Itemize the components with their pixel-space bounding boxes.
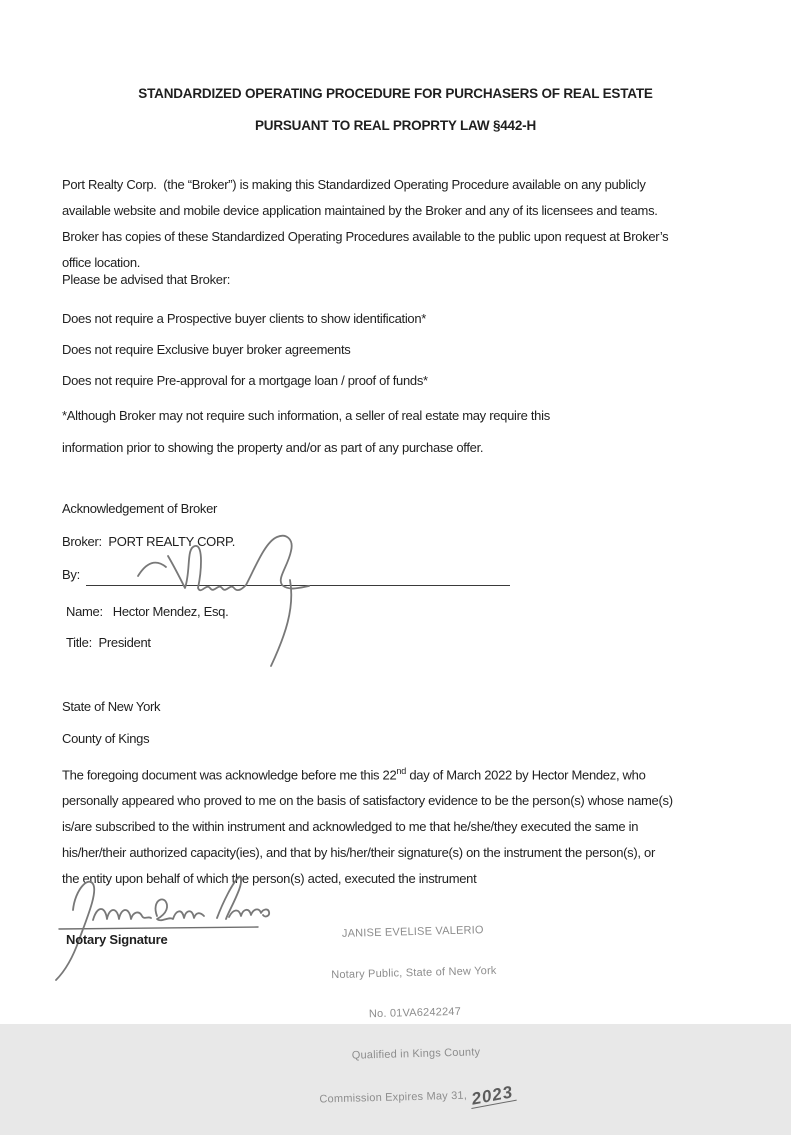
stamp-line: Commission Expires May 31, 2023 — [319, 1082, 515, 1109]
stamp-line: No. 01VA6242247 — [368, 1005, 462, 1021]
notary-body-line: is/are subscribed to the within instrument and acknowledged to me that he/she/they executed the same in — [62, 819, 639, 835]
intro-paragraph — [62, 172, 668, 276]
stamp-line: JANISE EVELISE VALERIO — [341, 924, 484, 940]
intro-line: Port Realty Corp. (the “Broker”) is making this Standardized Operating Procedure available on any publicly — [62, 177, 646, 192]
footnote-line: information prior to showing the property and/or as part of any purchase offer. — [62, 440, 484, 455]
handwritten-year: 2023 — [469, 1082, 515, 1109]
notary-body-line: his/her/their authorized capacity(ies), and that by his/her/their signature(s) on the instrument the person(s), or — [62, 845, 655, 861]
advisory-item: Does not require Pre-approval for a mortgage loan / proof of funds* — [62, 373, 428, 388]
signer-title-line: Title: President — [66, 635, 151, 650]
footnote-line: *Although Broker may not require such information, a seller of real estate may require this — [62, 408, 550, 423]
notary-body-line: the entity upon behalf of which the person(s) acted, executed the instrument — [62, 871, 477, 887]
notary-stamp — [290, 896, 540, 1135]
advisory-intro: Please be advised that Broker: — [62, 272, 231, 287]
intro-line: Broker has copies of these Standardized Operating Procedures available to the public upon request at Broker’s — [62, 229, 669, 244]
broker-name-line: Broker: PORT REALTY CORP. — [62, 534, 236, 549]
broker-signature — [125, 528, 310, 668]
ordinal-superscript: nd — [396, 766, 407, 776]
notary-body-line: personally appeared who proved to me on the basis of satisfactory evidence to be the person(s) whose name(s) — [62, 793, 673, 809]
advisory-items — [62, 303, 428, 396]
stamp-line: Qualified in Kings County — [351, 1045, 481, 1062]
document-title-line-2: PURSUANT TO REAL PROPRTY LAW §442-H — [254, 118, 537, 133]
intro-line: available website and mobile device application maintained by the Broker and any of its licensees and teams. — [62, 203, 658, 218]
notary-signature-label: Notary Signature — [66, 932, 168, 947]
advisory-item: Does not require a Prospective buyer clients to show identification* — [62, 311, 427, 326]
advisory-item: Does not require Exclusive buyer broker agreements — [62, 342, 351, 357]
acknowledgement-heading: Acknowledgement of Broker — [62, 501, 218, 516]
by-signature-line — [86, 566, 510, 586]
by-label: By: — [62, 567, 80, 582]
stamp-line: Notary Public, State of New York — [331, 964, 497, 981]
intro-line: office location. — [62, 255, 141, 270]
signer-name-line: Name: Hector Mendez, Esq. — [66, 604, 229, 619]
notary-body-paragraph — [62, 758, 673, 892]
county-line: County of Kings — [62, 731, 150, 746]
state-line: State of New York — [62, 699, 161, 714]
document-title-line-1: STANDARDIZED OPERATING PROCEDURE FOR PURCHASERS OF REAL ESTATE — [138, 86, 653, 101]
notary-body-line: The foregoing document was acknowledge before me this 22nd day of March 2022 by Hector Mendez, who — [62, 766, 646, 783]
footnote-paragraph — [62, 400, 550, 464]
